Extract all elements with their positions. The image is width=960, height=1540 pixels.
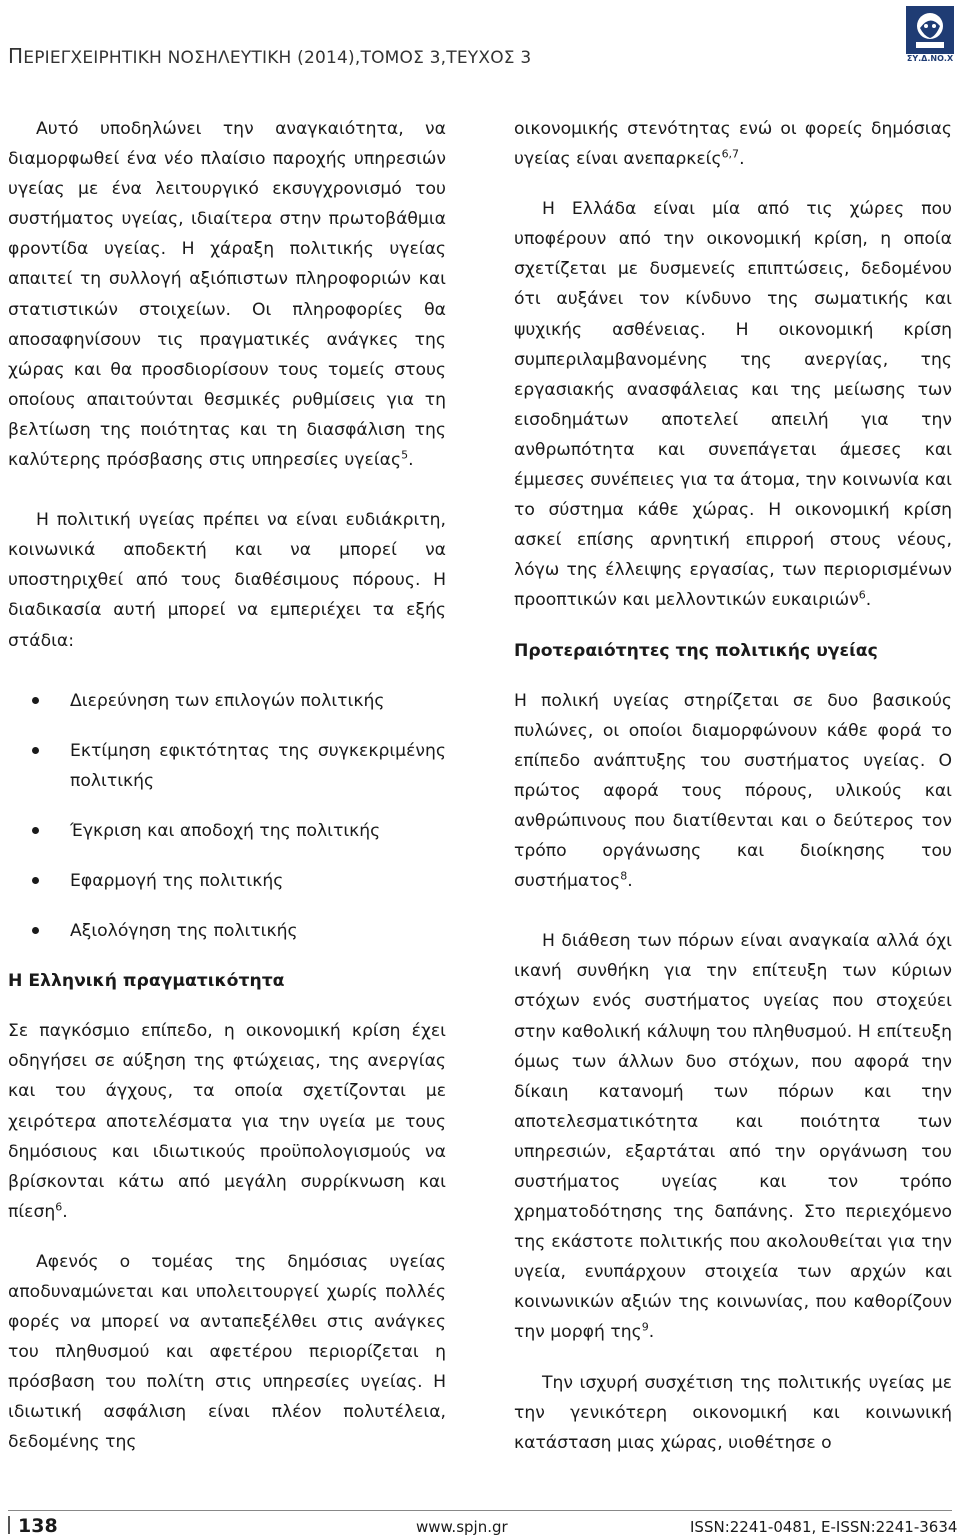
reference: 9 <box>641 1320 649 1334</box>
punctuation: . <box>627 871 633 892</box>
footer-divider <box>8 1510 952 1511</box>
reference: 6 <box>55 1200 63 1214</box>
paragraph-text: Η Ελλάδα είναι μία από τις χώρες που υποφέρουν από την οικονομική κρίση, η οποία σχετίζεται με δυσμενείς επιπτώσεις, δεδομένου ότι αυξάνει τον κίνδυνο της σωματικής και ψυχικής ασθένειας. Η οικονομική κρίση συμπεριλαμβανομένης της ανεργίας, της εργασιακής ανασφάλειας και της μείωσης των εισοδημάτων αποτελεί απειλή για την ανθρωπότητα και συνεπάγεται άμεσες και έμμεσες συνέπειες για τα άτομα, την κοινωνία και το σύστημα κάθε χώρας. Η οικονομική κρίση ασκεί επίσης αρνητική επιρροή στους νέους, λόγω της έλλειψης εργασίας, των περιορισμένων προοπτικών και μελλοντικών ευκαιριών <box>514 199 952 611</box>
paragraph-text: οικονομικής στενότητας ενώ οι φορείς δημόσιας υγείας είναι ανεπαρκείς <box>514 119 952 170</box>
punctuation: . <box>865 590 872 611</box>
paragraph-pillars <box>514 686 952 897</box>
paragraph-continued <box>514 114 952 174</box>
punctuation: . <box>648 1322 655 1343</box>
left-column <box>8 114 446 1458</box>
list-item: Αξιολόγηση της πολιτικής <box>8 916 446 946</box>
journal-url[interactable]: www.spjn.gr <box>416 1518 508 1536</box>
list-item: Έγκριση και αποδοχή της πολιτικής <box>8 816 446 846</box>
list-item: Εκτίμηση εφικτότητας της συγκεκριμένης πολιτικής <box>8 736 446 796</box>
reference: 6,7 <box>721 147 740 161</box>
journal-title-initial: Π <box>8 44 24 68</box>
paragraph-resources <box>514 926 952 1347</box>
journal-header <box>8 44 888 68</box>
paragraph-intro <box>8 114 446 475</box>
section-heading: Η Ελληνική πραγματικότητα <box>8 971 285 992</box>
paragraph-greece <box>514 194 952 615</box>
journal-title: ΕΡΙΕΓΧΕΙΡΗΤΙΚΗ ΝΟΣΗΛΕΥΤΙΚΗ (2014),ΤΟΜΟΣ 3,ΤΕΥΧΟΣ 3 <box>23 48 532 68</box>
issn-text: ISSN:2241-0481, E-ISSN:2241-3634 <box>690 1518 958 1536</box>
paragraph-public-health: Αφενός ο τομέας της δημόσιας υγείας αποδυναμώνεται και υπολειτουργεί χωρίς πολλές φορές να μπορεί να ανταπεξέλθει στις ανάγκες του πληθυσμού και αφετέρου περιορίζεται η πρόσβαση του πολίτη στις υπηρεσίες υγείας. Η ιδιωτική ασφάλιση είναι πλέον πολυτέλεια, δεδομένης της <box>8 1251 446 1453</box>
page-number-text: 138 <box>18 1515 58 1537</box>
paragraph-text: Η διάθεση των πόρων είναι αναγκαία αλλά όχι ικανή συνθήκη για την επίτευξη των κύριων στόχων ενός συστήματος υγείας που στοχεύει στην καθολική κάλυψη του πληθυσμού. Η επίτευξη όμως των άλλων δυο στόχων, που αφορά την δίκαιη κατανομή των πόρων και την αποτελεσματικότητα και ποιότητα των υπηρεσιών, εξαρτάται από την οργάνωση του συστήματος υγείας και τον τρόπο χρηματοδότησης της δαπάνης. Στο περιεχόμενο της εκάστοτε πολιτικής που ακολουθείται για την υγεία, ενυπάρχουν στοιχεία των αρχών και κοινωνικών αξιών της κοινωνίας, που καθορίζουν την μορφή της <box>514 931 952 1343</box>
paragraph-policy: Η πολιτική υγείας πρέπει να είναι ευδιάκριτη, κοινωνικά αποδεκτή και να μπορεί να υποστηριχθεί από τους διαθέσιμους πόρους. Η διαδικασία αυτή μπορεί να εμπεριέχει τα εξής στάδια: <box>8 510 446 651</box>
punctuation: . <box>62 1201 68 1222</box>
stages-list <box>8 686 446 947</box>
reference: 5 <box>401 448 409 462</box>
right-column <box>514 114 952 1458</box>
punctuation: . <box>408 450 414 471</box>
reference: 6 <box>858 588 866 602</box>
punctuation: . <box>739 149 745 170</box>
paragraph-text: Αυτό υποδηλώνει την αναγκαιότητα, να διαμορφωθεί ένα νέο πλαίσιο παροχής υπηρεσιών υγείας με ένα λειτουργικό εκσυγχρονισμό του συστήματος υγείας, ιδιαίτερα στην πρωτοβάθμια φροντίδα υγείας. Η χάραξη πολιτικής υγείας απαιτεί τη συλλογή αξιόπιστων πληροφοριών και στατιστικών στοιχείων. Οι πληροφορίες θα αποσαφηνίσουν τις πραγματικές ανάγκες της χώρας και θα προσδιορίσουν τους τομείς στους οποίους απαιτούνται θεσμικές ρυθμίσεις για τη βελτίωση της ποιότητας και τη διασφάλιση της καλύτερης πρόσβασης στις υπηρεσίες υγείας <box>8 119 446 471</box>
section-heading: Προτεραιότητες της πολιτικής υγείας <box>514 640 878 661</box>
logo-text: ΣΥ.Δ.ΝΟ.Χ <box>906 54 954 63</box>
paragraph-correlation: Την ισχυρή συσχέτιση της πολιτικής υγείας με την γενικότερη οικονομική και κοινωνική κατάσταση μιας χώρας, υιοθέτησε ο <box>514 1372 952 1453</box>
paragraph-crisis <box>8 1016 446 1227</box>
paragraph-text: Σε παγκόσμιο επίπεδο, η οικονομική κρίση έχει οδηγήσει σε αύξηση της φτώχειας, της ανεργίας και του άγχους, τα οποία σχετίζονται με χειρότερα αποτελέσματα για την υγεία με τους δημόσιους και ιδιωτικούς προϋπολογισμούς να βρίσκονται κάτω από μεγάλη συρρίκνωση και πίεση <box>8 1021 446 1222</box>
list-item: Διερεύνηση των επιλογών πολιτικής <box>8 686 446 716</box>
page-number <box>8 1515 58 1537</box>
list-item: Εφαρμογή της πολιτικής <box>8 866 446 896</box>
reference: 8 <box>620 869 628 883</box>
page-number-bar <box>8 1516 10 1534</box>
paragraph-text: Η πολική υγείας στηρίζεται σε δυο βασικούς πυλώνες, οι οποίοι διαμορφώνουν κάθε φορά το επίπεδο ανάπτυξης του συστήματος υγείας. Ο πρώτος αφορά τους πόρους, υλικούς και ανθρώπινους που διατίθενται και ο δεύτερος τον τρόπο οργάνωσης και διοίκησης του συστήματος <box>514 690 952 892</box>
